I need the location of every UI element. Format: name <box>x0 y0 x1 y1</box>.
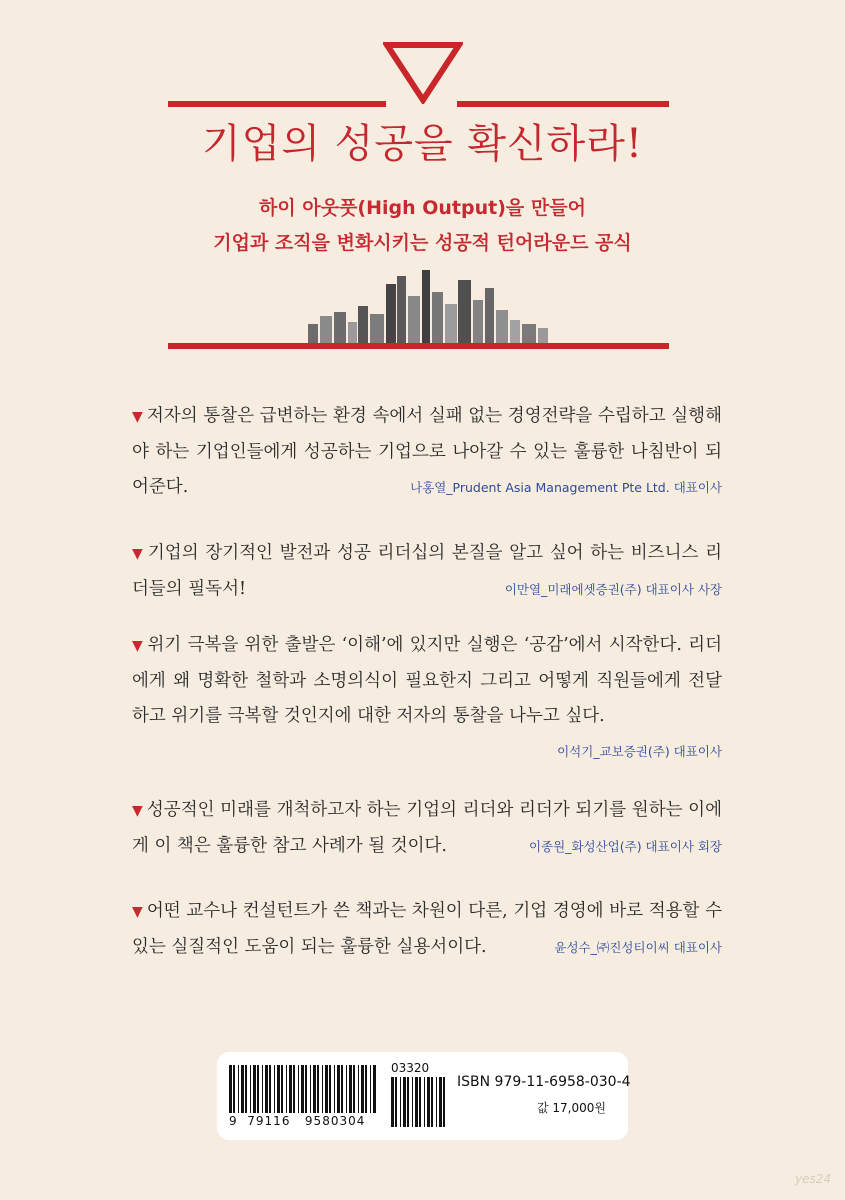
bullet-triangle-icon: ▼ <box>132 409 143 425</box>
blurb-3-attribution: 이석기_교보증권(주) 대표이사 <box>557 744 722 759</box>
barcode-bar <box>412 1077 413 1127</box>
barcode-bar <box>317 1065 319 1113</box>
barcode-bar <box>325 1065 328 1113</box>
barcode-bar <box>373 1065 376 1113</box>
barcode-bar <box>262 1065 263 1113</box>
top-rule-right <box>457 101 669 107</box>
barcode-bar <box>250 1065 251 1113</box>
barcode-bar <box>353 1065 355 1113</box>
barcode-bar <box>329 1065 331 1113</box>
barcode-bar <box>415 1077 418 1127</box>
barcode-bar <box>310 1065 311 1113</box>
barcode-bar <box>281 1065 283 1113</box>
blurb-4 <box>132 793 722 864</box>
barcode-addon-number: 03320 <box>391 1061 430 1075</box>
barcode-bar <box>274 1065 275 1113</box>
blurb-3-text: 위기 극복을 위한 출발은 ‘이해’에 있지만 실행은 ‘공감’에서 시작한다. 리더에게 왜 명확한 철학과 소명의식이 필요한지 그리고 어떻게 직원들에게 전달하고 위기를 극복할 것인지에 대한 저자의 통찰을 나누고 싶다. <box>132 635 722 726</box>
barcode-bar <box>301 1065 304 1113</box>
barcode-bar <box>431 1077 433 1127</box>
barcode-bar <box>349 1065 352 1113</box>
barcode-bar <box>346 1065 347 1113</box>
barcode-digits <box>229 1114 365 1128</box>
barcode-bar <box>277 1065 280 1113</box>
barcode-bar <box>436 1077 437 1127</box>
skyline-rule <box>168 343 669 349</box>
subtitle-line-2: 기업과 조직을 변화시키는 성공적 턴어라운드 공식 <box>213 232 632 254</box>
barcode-bar <box>241 1065 244 1113</box>
blurb-2 <box>132 536 722 607</box>
barcode-bar <box>289 1065 292 1113</box>
addon-barcode-icon <box>391 1077 449 1127</box>
barcode-bar <box>361 1065 364 1113</box>
barcode-bar <box>419 1077 421 1127</box>
watermark: yes24 <box>795 1172 832 1186</box>
barcode-bar <box>427 1077 430 1127</box>
blurb-5-attribution: 윤성수_㈜진성티이씨 대표이사 <box>554 940 722 955</box>
barcode-bar <box>407 1077 409 1127</box>
barcode-bar <box>365 1065 367 1113</box>
blurb-5 <box>132 894 722 965</box>
blurb-5-text: 어떤 교수나 컨설턴트가 쓴 책과는 차원이 다른, 기업 경영에 바로 적용할 수 있는 실질적인 도움이 되는 훌륭한 실용서이다. <box>132 901 722 957</box>
barcode-digit-lead: 9 <box>229 1114 238 1128</box>
blurb-1 <box>132 399 722 505</box>
top-triangle-icon <box>383 42 463 104</box>
barcode-bar <box>400 1077 401 1127</box>
barcode-panel <box>217 1052 631 1140</box>
barcode-bar <box>334 1065 335 1113</box>
barcode-bar <box>238 1065 239 1113</box>
barcode-bar <box>298 1065 299 1113</box>
barcode-bar <box>424 1077 425 1127</box>
barcode-digit-group-2: 9580304 <box>304 1114 366 1128</box>
blurb-2-attribution: 이만열_미래에셋증권(주) 대표이사 사장 <box>504 582 722 597</box>
barcode-bar <box>265 1065 268 1113</box>
barcode-bar <box>395 1077 397 1127</box>
bullet-triangle-icon: ▼ <box>132 638 144 654</box>
barcode-bar <box>313 1065 316 1113</box>
barcode-bar <box>229 1065 232 1113</box>
barcode-bar <box>358 1065 359 1113</box>
price-text: 값 17,000원 <box>537 1101 606 1115</box>
city-skyline-icon <box>300 266 550 344</box>
bullet-triangle-icon: ▼ <box>132 546 144 562</box>
blurb-4-text: 성공적인 미래를 개척하고자 하는 기업의 리더와 리더가 되기를 원하는 이에게 이 책은 훌륭한 참고 사례가 될 것이다. <box>132 800 722 856</box>
barcode-bar <box>322 1065 323 1113</box>
bullet-triangle-icon: ▼ <box>132 904 143 920</box>
blurb-1-text: 저자의 통찰은 급변하는 환경 속에서 실패 없는 경영전략을 수립하고 실행해야 하는 기업인들에게 성공하는 기업으로 나아갈 수 있는 훌륭한 나침반이 되어준다. <box>132 406 722 497</box>
barcode-bar <box>391 1077 394 1127</box>
blurb-4-attribution: 이종원_화성산업(주) 대표이사 회장 <box>528 839 722 854</box>
top-rule-left <box>168 101 386 107</box>
barcode-bar <box>245 1065 247 1113</box>
barcode-bar <box>293 1065 295 1113</box>
isbn-text: ISBN 979-11-6958-030-4 <box>457 1074 631 1090</box>
barcode-bar <box>286 1065 287 1113</box>
barcode-bar <box>443 1077 445 1127</box>
barcode-icon <box>229 1065 379 1113</box>
barcode-bar <box>305 1065 307 1113</box>
main-title: 기업의 성공을 확신하라! <box>202 121 643 167</box>
barcode-bar <box>253 1065 256 1113</box>
bullet-triangle-icon: ▼ <box>132 803 143 819</box>
blurb-2-text: 기업의 장기적인 발전과 성공 리더십의 본질을 알고 싶어 하는 비즈니스 리더들의 필독서! <box>132 543 722 599</box>
subtitle-line-1: 하이 아웃풋(High Output)을 만들어 <box>259 197 586 219</box>
barcode-bar <box>337 1065 340 1113</box>
blurb-3 <box>132 628 722 769</box>
barcode-bar <box>257 1065 259 1113</box>
barcode-bar <box>403 1077 406 1127</box>
barcode-bar <box>439 1077 442 1127</box>
barcode-bar <box>233 1065 235 1113</box>
barcode-bar <box>341 1065 343 1113</box>
barcode-bar <box>269 1065 271 1113</box>
barcode-bar <box>370 1065 371 1113</box>
blurb-1-attribution: 나홍열_Prudent Asia Management Pte Ltd. 대표이사 <box>410 480 722 495</box>
barcode-digit-group-1: 79116 <box>247 1114 291 1128</box>
